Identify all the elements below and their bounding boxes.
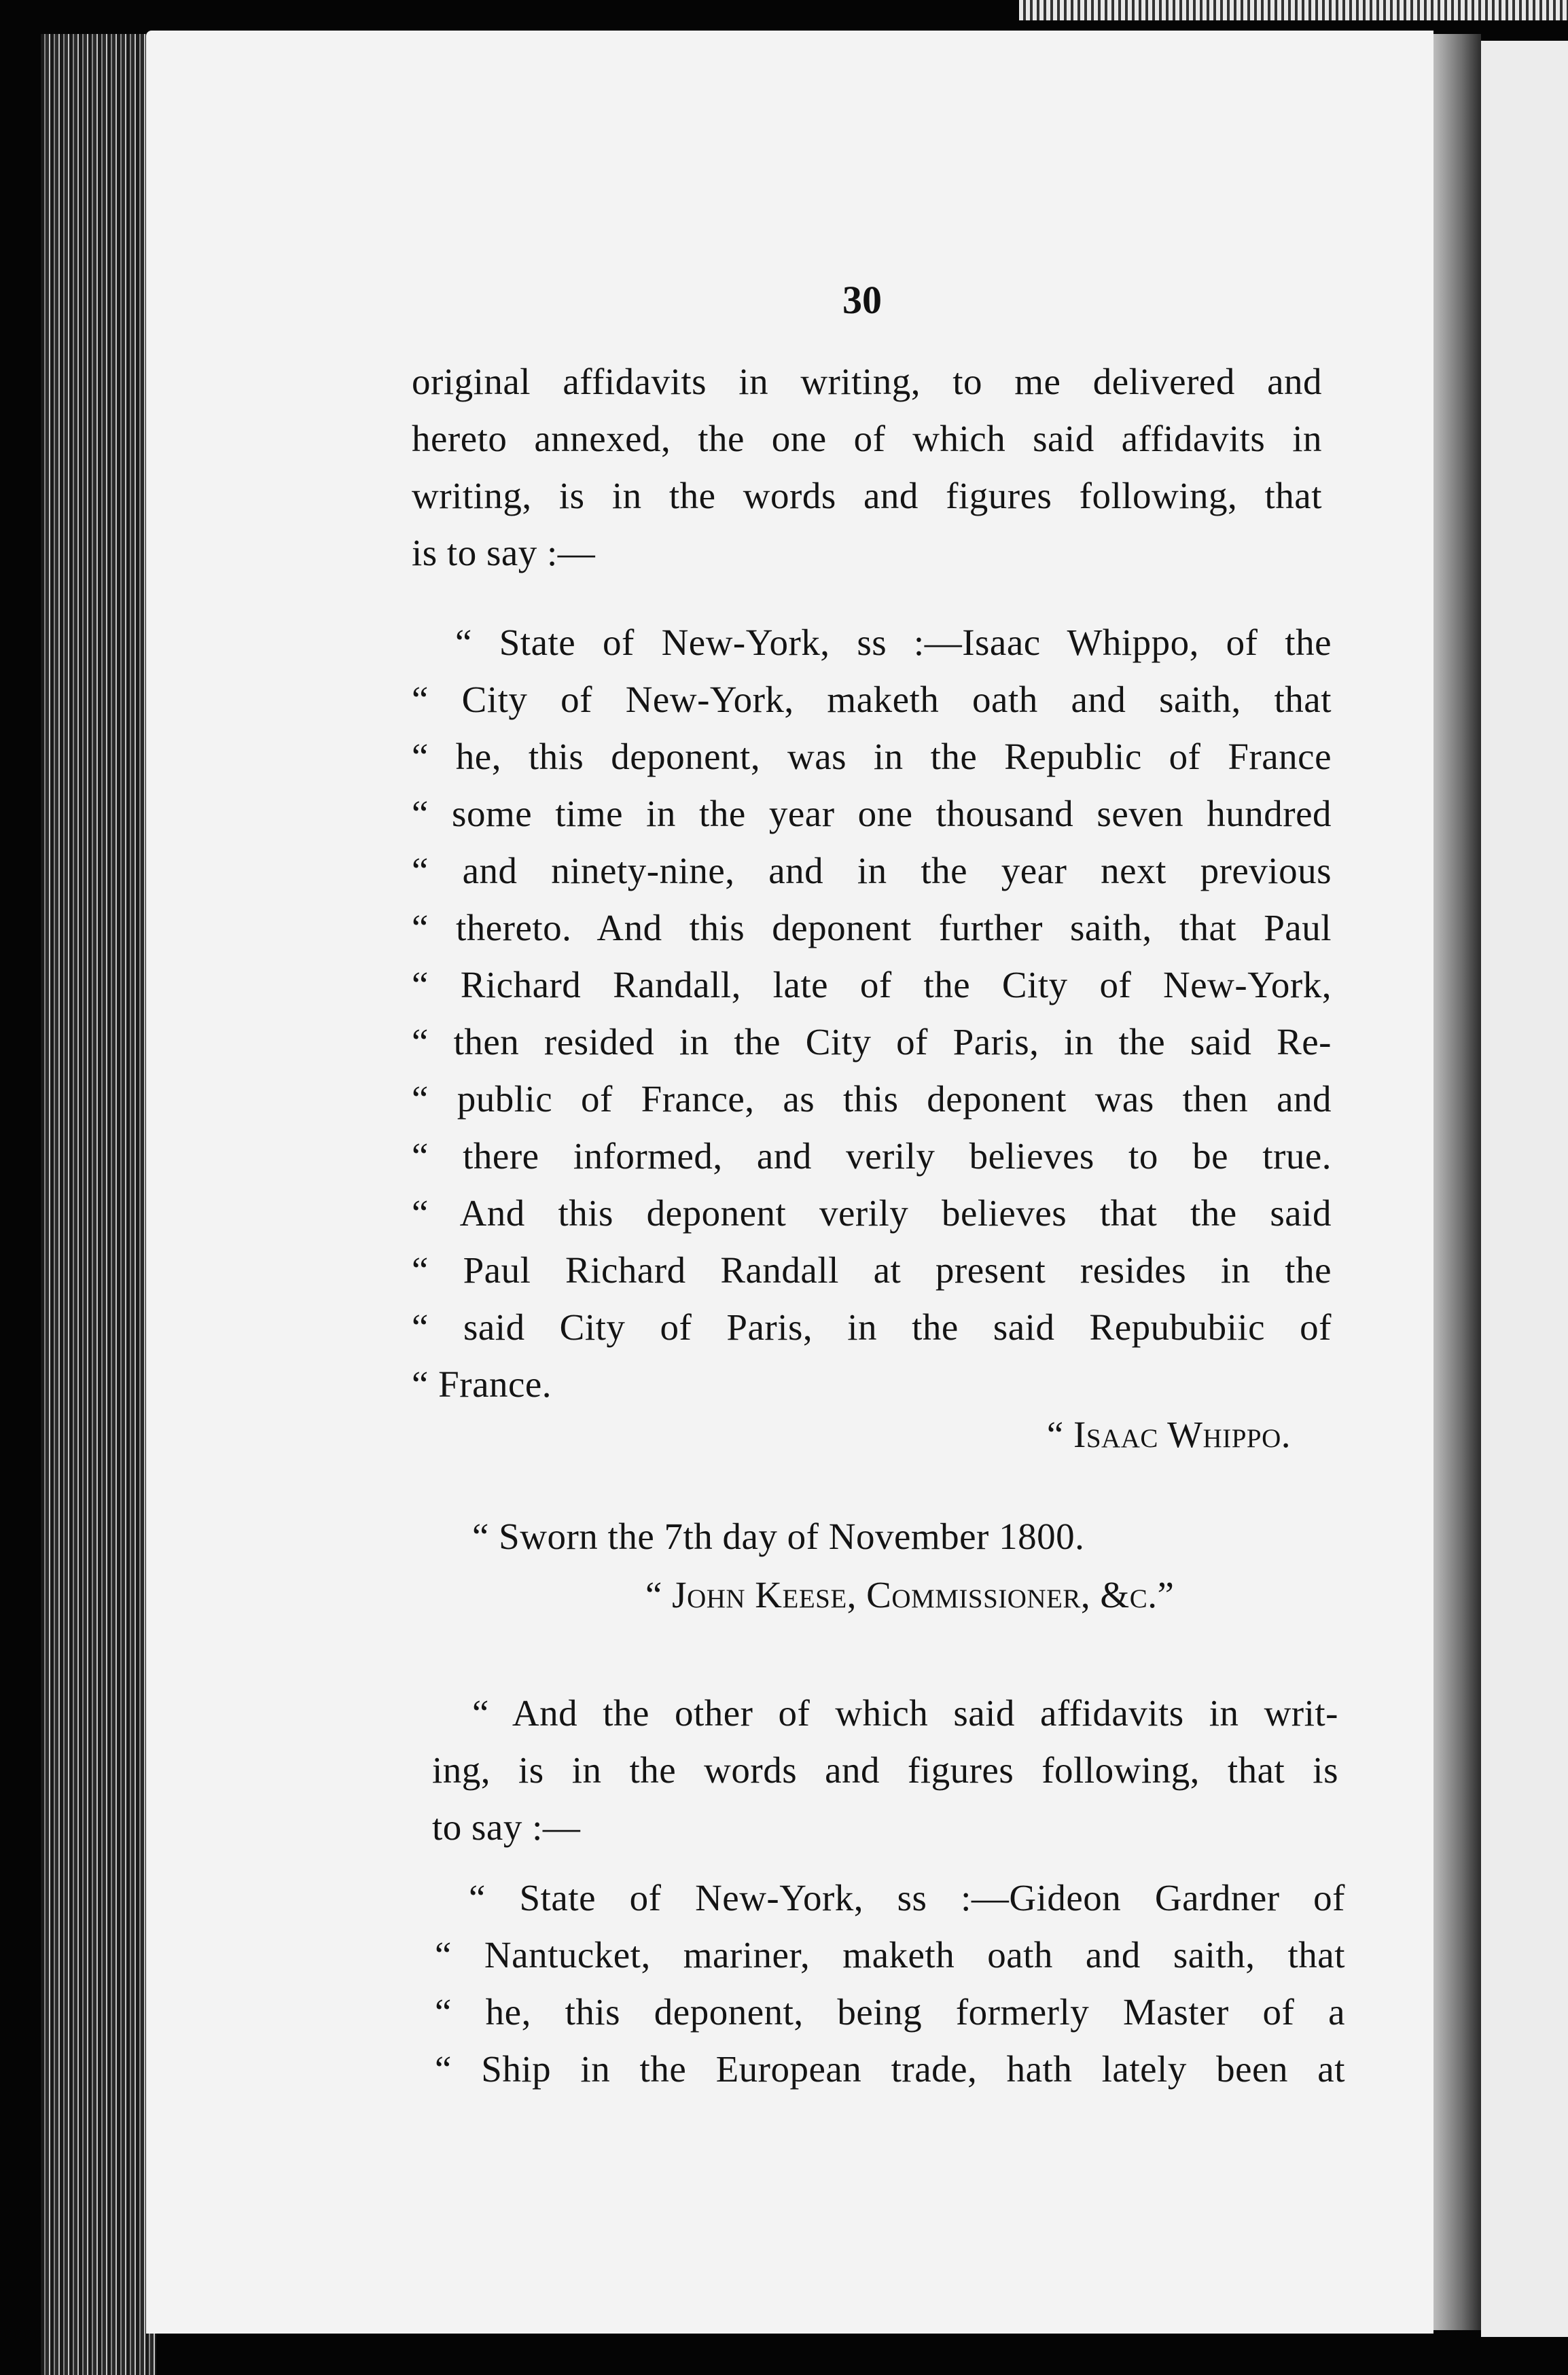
intro-line-1: original affidavits in writing, to me delivered and — [412, 361, 1322, 402]
affidavit1-line-1: “ State of New-York, ss :—Isaac Whippo, of the — [455, 622, 1332, 663]
affidavit2-line-2: “ Nantucket, mariner, maketh oath and saith, that — [435, 1934, 1345, 1976]
affidavit1-line-7: “ Richard Randall, late of the City of New-York, — [412, 964, 1332, 1005]
affidavit1-line-13: “ said City of Paris, in the said Repububiic of — [412, 1306, 1332, 1348]
other-intro-line-3: to say :— — [432, 1806, 581, 1848]
intro-line-2: hereto annexed, the one of which said affidavits in — [412, 418, 1322, 459]
affidavit2-line-4: “ Ship in the European trade, hath lately been at — [435, 2048, 1345, 2090]
adjacent-page-edge — [1481, 41, 1568, 2337]
affidavit1-line-14: “ France. — [412, 1363, 552, 1405]
affidavit1-line-3: “ he, this deponent, was in the Republic of France — [412, 736, 1332, 777]
affidavit1-line-6: “ thereto. And this deponent further saith, that Paul — [412, 907, 1332, 948]
affidavit1-line-8: “ then resided in the City of Paris, in the said Re- — [412, 1021, 1332, 1062]
other-intro-line-1: “ And the other of which said affidavits in writ- — [472, 1692, 1338, 1734]
page-gutter-shadow — [1433, 34, 1481, 2330]
affidavit1-line-5: “ and ninety-nine, and in the year next previous — [412, 850, 1332, 891]
affidavit1-line-9: “ public of France, as this deponent was then and — [412, 1078, 1332, 1120]
affidavit1-line-2: “ City of New-York, maketh oath and saith, that — [412, 679, 1332, 720]
other-intro-line-2: ing, is in the words and figures following, that is — [432, 1749, 1338, 1791]
affidavit2-line-3: “ he, this deponent, being formerly Master of a — [435, 1991, 1345, 2033]
affidavit1-line-11: “ And this deponent verily believes that the said — [412, 1192, 1332, 1234]
signature-isaac-whippo: “ Isaac Whippo. — [1046, 1414, 1291, 1455]
top-edge-strip — [1019, 0, 1568, 20]
affidavit1-line-12: “ Paul Richard Randall at present resides in the — [412, 1249, 1332, 1291]
commissioner-line: “ John Keese, Commissioner, &c.” — [645, 1574, 1175, 1615]
intro-line-3: writing, is in the words and figures following, that — [412, 475, 1322, 516]
intro-line-4: is to say :— — [412, 532, 596, 573]
sworn-line: “ Sworn the 7th day of November 1800. — [472, 1516, 1085, 1557]
affidavit1-line-10: “ there informed, and verily believes to be true. — [412, 1135, 1332, 1177]
affidavit1-line-4: “ some time in the year one thousand seven hundred — [412, 793, 1332, 834]
book-spine — [41, 34, 156, 2375]
page-number: 30 — [842, 278, 882, 322]
affidavit2-line-1: “ State of New-York, ss :—Gideon Gardner of — [469, 1877, 1345, 1918]
